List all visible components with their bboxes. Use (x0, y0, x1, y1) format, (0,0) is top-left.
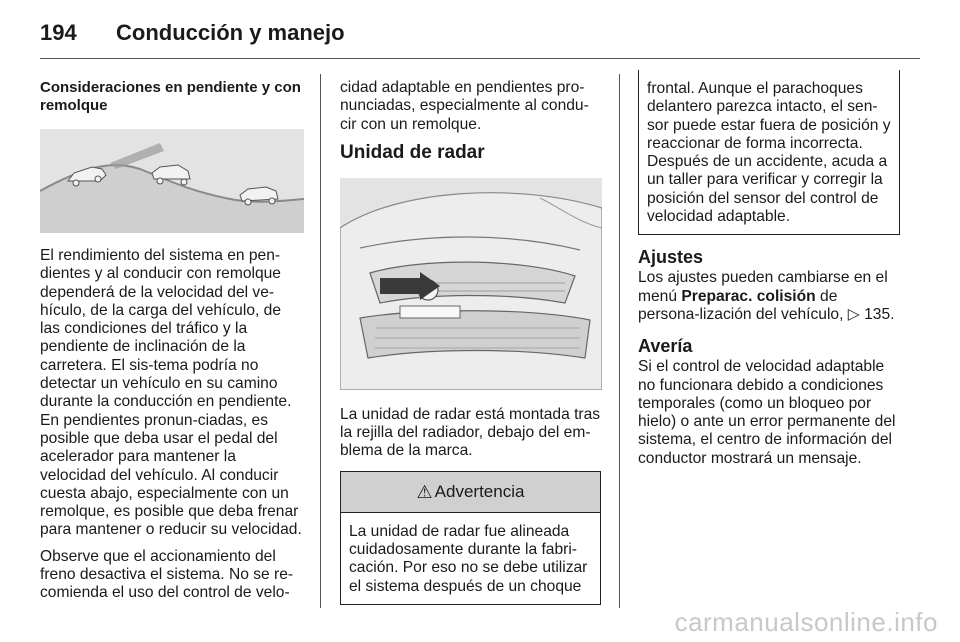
header-rule (40, 58, 920, 59)
paragraph-continued: cidad adaptable en pendientes pro-nunciadas, especialmente al condu-cir con un remolque. (340, 79, 589, 133)
subhead-slopes: Consideraciones en pendiente y con remolque (40, 79, 301, 114)
column-divider-2 (619, 74, 620, 608)
page-ref-number[interactable]: 135. (859, 305, 895, 323)
page-number: 194 (40, 20, 77, 45)
paragraph-averia: Si el control de velocidad adaptable no funcionara debido a condiciones temporales (como un bloqueo por hielo) o ante un error permanente del sistema, el centro de información del conductor mostrará un mensaje. (638, 358, 896, 467)
car-front-svg (340, 178, 602, 390)
section-title-ajustes: Ajustes (638, 247, 704, 268)
paragraph-brake: Observe que el accionamiento del freno desactiva el sistema. No se re-comienda el uso del control de velo- (40, 547, 294, 602)
paragraph-slopes: El rendimiento del sistema en pen-dientes y al conducir con remolque dependerá de la velocidad del ve-hículo, de la carga del vehículo, de las condiciones del tráfico y la pendiente de inclinación de la carretera. El sis-tema podría no detectar un vehículo en su camino durante la conducción en pendiente. En pendientes pronun-ciadas, es posible que deba usar el pedal del acelerador para mantener la velocidad del vehículo. Al conducir cuesta abajo, especialmente con un remolque, es posible que deba frenar para mantener o reducir su velocidad. (40, 247, 302, 539)
radar-unit-illustration (340, 178, 602, 390)
warning-title: Advertencia (434, 481, 525, 501)
section-title-averia: Avería (638, 336, 693, 357)
watermark-text: carmanualsonline.info (674, 607, 938, 637)
column-3 (638, 70, 900, 476)
warning-box-continued: frontal. Aunque el parachoques delantero parezca intacto, el sen-sor puede estar fuera de posición y reaccionar de forma incorrecta. Después de un accidente, acuda a un taller para verificar y corregir la posición del sensor del control de velocidad adaptable. (638, 70, 900, 235)
page-ref-icon: ▷ (847, 305, 860, 323)
warning-header (341, 472, 600, 513)
column-2 (340, 79, 602, 605)
ajustes-text-pre: Los ajustes pueden cambiarse en el menú (638, 269, 888, 305)
hill-cars-svg (40, 129, 304, 233)
warning-box (340, 471, 601, 605)
page-header (40, 14, 920, 54)
section-title-radar: Unidad de radar (340, 141, 485, 163)
radar-caption: La unidad de radar está montada tras la rejilla del radiador, debajo del em-blema de la marca. (340, 405, 601, 460)
hill-cars-illustration (40, 129, 304, 233)
ajustes-text-post: de persona-lización del vehículo, (638, 287, 848, 323)
paragraph-ajustes (638, 269, 900, 324)
column-divider-1 (320, 74, 321, 608)
warning-triangle-icon: ⚠ (416, 481, 433, 502)
menu-name-preparac: Preparac. colisión (681, 287, 816, 305)
column-1 (40, 79, 304, 611)
chapter-title: Conducción y manejo (116, 20, 345, 45)
warning-text: La unidad de radar fue alineada cuidadosamente durante la fabri-cación. Por eso no se debe utilizar el sistema después de un choque (349, 522, 588, 595)
